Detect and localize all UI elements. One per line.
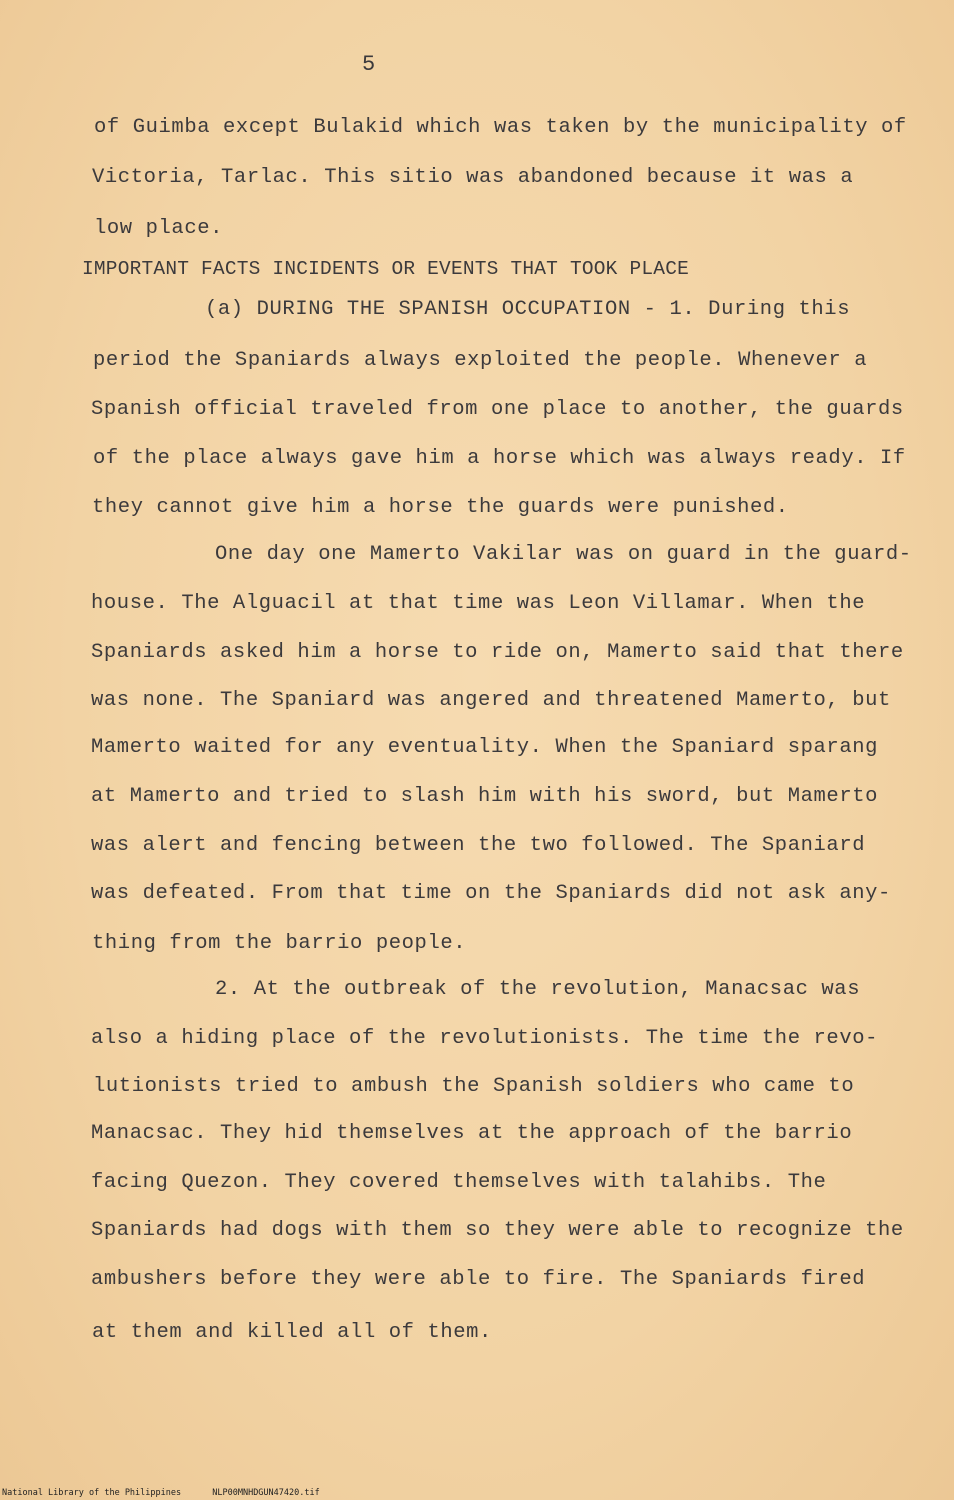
text-line: (a) DURING THE SPANISH OCCUPATION - 1. During this bbox=[205, 298, 851, 321]
text-line: Spanish official traveled from one place to another, the guards bbox=[91, 398, 904, 421]
text-line: thing from the barrio people. bbox=[92, 932, 467, 955]
text-line: at Mamerto and tried to slash him with his sword, but Mamerto bbox=[91, 785, 879, 808]
text-line: low place. bbox=[94, 217, 224, 240]
text-line: at them and killed all of them. bbox=[92, 1321, 492, 1344]
text-line: Victoria, Tarlac. This sitio was abandoned because it was a bbox=[92, 166, 854, 189]
section-heading: IMPORTANT FACTS INCIDENTS OR EVENTS THAT TOOK PLACE bbox=[82, 258, 689, 280]
text-line: lutionists tried to ambush the Spanish soldiers who came to bbox=[93, 1075, 855, 1098]
text-line: they cannot give him a horse the guards were punished. bbox=[92, 496, 789, 519]
text-line: Spaniards asked him a horse to ride on, Mamerto said that there bbox=[91, 641, 904, 664]
text-line: was none. The Spaniard was angered and threatened Mamerto, but bbox=[91, 689, 891, 712]
text-line: facing Quezon. They covered themselves with talahibs. The bbox=[91, 1171, 827, 1194]
page-number: 5 bbox=[362, 52, 376, 77]
text-line: of the place always gave him a horse which was always ready. If bbox=[93, 447, 906, 470]
text-line: 2. At the outbreak of the revolution, Manacsac was bbox=[215, 978, 861, 1001]
footer-library: National Library of the Philippines bbox=[2, 1488, 182, 1498]
text-line: period the Spaniards always exploited the people. Whenever a bbox=[93, 349, 868, 372]
text-line: Mamerto waited for any eventuality. When the Spaniard sparang bbox=[91, 736, 879, 759]
footer-filename: NLP00MNHDGUN47420.tif bbox=[212, 1488, 320, 1498]
text-line: was alert and fencing between the two followed. The Spaniard bbox=[91, 834, 866, 857]
scan-footer bbox=[2, 1488, 346, 1498]
text-line: was defeated. From that time on the Spaniards did not ask any- bbox=[91, 882, 891, 905]
text-line: of Guimba except Bulakid which was taken by the municipality of bbox=[94, 116, 907, 139]
text-line: house. The Alguacil at that time was Leon Villamar. When the bbox=[91, 592, 866, 615]
text-line: Manacsac. They hid themselves at the approach of the barrio bbox=[91, 1122, 853, 1145]
text-line: also a hiding place of the revolutionists. The time the revo- bbox=[91, 1027, 879, 1050]
text-line: Spaniards had dogs with them so they were able to recognize the bbox=[91, 1219, 904, 1242]
text-line: One day one Mamerto Vakilar was on guard in the guard- bbox=[215, 543, 912, 566]
text-line: ambushers before they were able to fire. The Spaniards fired bbox=[91, 1268, 866, 1291]
